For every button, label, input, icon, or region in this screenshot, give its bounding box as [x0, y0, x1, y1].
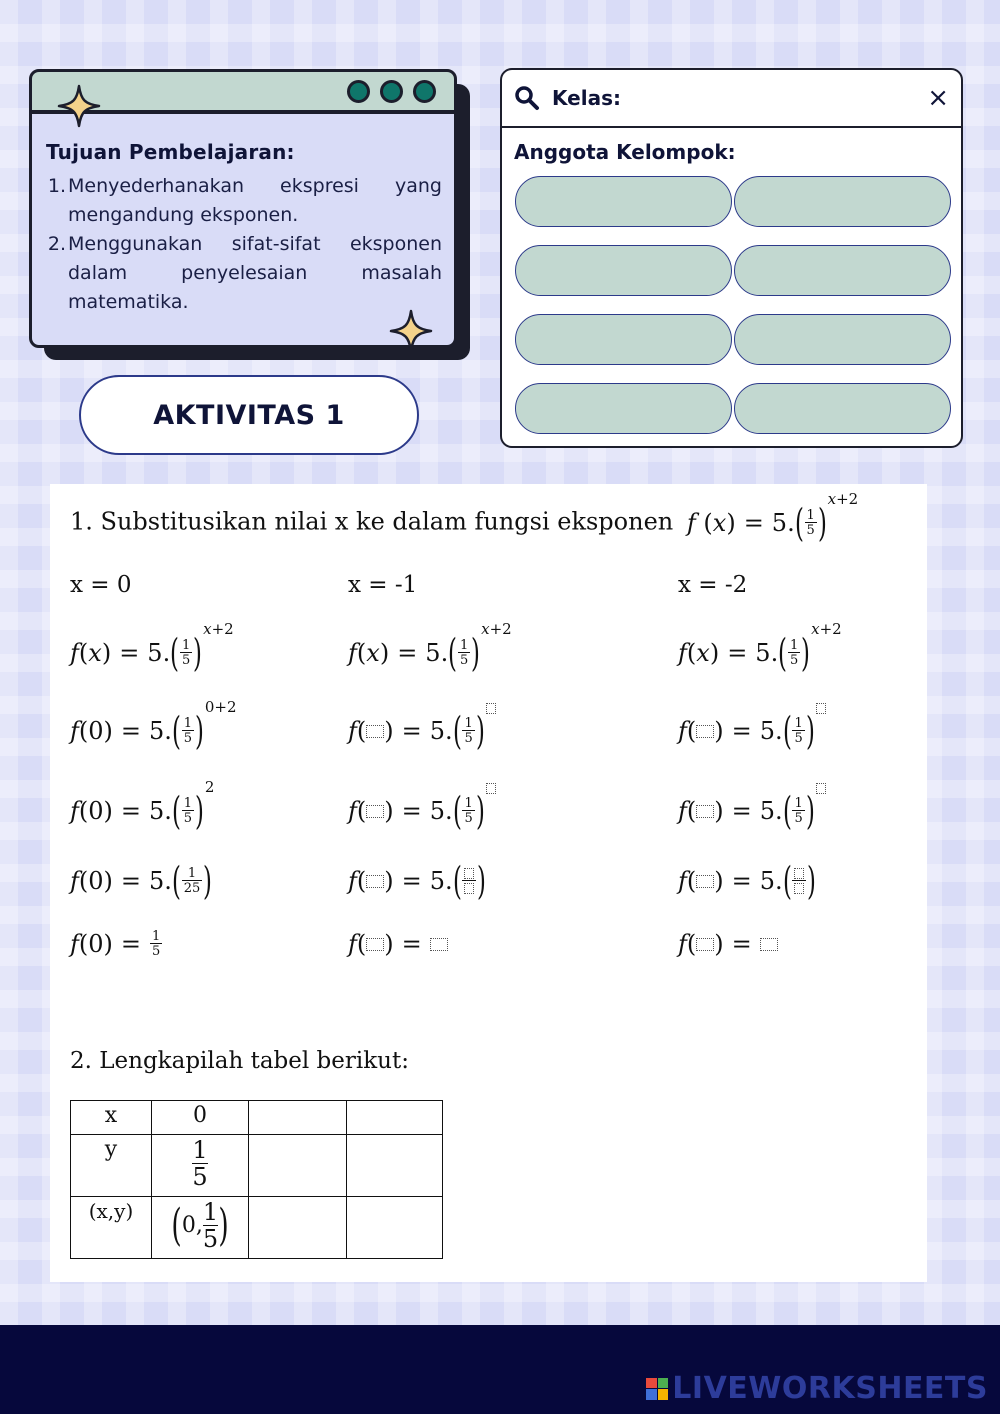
member-input[interactable] — [515, 383, 732, 434]
objective-number: 1. — [47, 175, 66, 197]
x-label-col2: x = -1 — [348, 572, 418, 598]
table-input-cell[interactable] — [249, 1135, 347, 1197]
member-input[interactable] — [515, 314, 732, 365]
answer-blank[interactable] — [696, 725, 714, 738]
member-input[interactable] — [515, 176, 732, 227]
brand-text: LIVEWORKSHEETS — [672, 1371, 988, 1406]
question-1 — [70, 490, 859, 545]
answer-blank[interactable] — [696, 938, 714, 951]
answer-blank[interactable] — [464, 883, 474, 894]
objectives-title: Tujuan Pembelajaran: — [46, 140, 295, 164]
eq-step2-col2: f ( ) = 5. ( $\frac{1}{5}$ ) — [348, 712, 496, 750]
worksheet-paper — [50, 484, 927, 1282]
answer-blank[interactable] — [366, 938, 384, 951]
table-header-cell: y — [71, 1135, 152, 1197]
table-input-cell[interactable] — [347, 1101, 443, 1135]
search-icon — [514, 85, 540, 111]
window-dot-icon — [347, 80, 370, 103]
answer-blank[interactable] — [794, 883, 804, 894]
objectives-list — [46, 172, 442, 317]
eq-step4-col3: f ( ) = 5. ( ) — [678, 859, 817, 903]
table-input-cell[interactable] — [249, 1197, 347, 1259]
eq-step2-col3: f ( ) = 5. ( $\frac{1}{5}$ ) — [678, 712, 826, 750]
eq-step3-col3: f ( ) = 5. ( $\frac{1}{5}$ ) — [678, 792, 826, 830]
answer-table — [70, 1100, 443, 1259]
eq-step2-col1: f (0) = 5. ( $\frac{1}{5}$ ) 0+2 — [70, 698, 237, 753]
question-2: 2. Lengkapilah tabel berikut: — [70, 1048, 409, 1074]
answer-blank[interactable] — [760, 938, 778, 951]
answer-blank[interactable] — [430, 938, 448, 951]
eq-fx-col3: f ( x ) = 5. ( $\frac{1}{5}$ ) x+2 — [678, 620, 842, 675]
eq-step4-col2: f ( ) = 5. ( ) — [348, 859, 487, 903]
objective-item — [46, 230, 442, 317]
table-row — [71, 1101, 443, 1135]
brand-logo[interactable] — [646, 1371, 988, 1406]
table-input-cell[interactable] — [249, 1101, 347, 1135]
answer-blank[interactable] — [696, 805, 714, 818]
anggota-label: Anggota Kelompok: — [514, 140, 736, 164]
member-input[interactable] — [734, 245, 951, 296]
member-input[interactable] — [515, 245, 732, 296]
eq-fx-col1: f ( x ) = 5. ( $\frac{1}{5}$ ) x+2 — [70, 620, 234, 675]
member-input[interactable] — [734, 383, 951, 434]
table-header-cell: (x,y) — [71, 1197, 152, 1259]
window-dot-icon — [413, 80, 436, 103]
answer-blank[interactable] — [366, 875, 384, 888]
eq-fx-col2: f ( x ) = 5. ( $\frac{1}{5}$ ) x+2 — [348, 620, 512, 675]
table-input-cell[interactable] — [347, 1135, 443, 1197]
member-input[interactable] — [734, 314, 951, 365]
table-input-cell[interactable] — [347, 1197, 443, 1259]
table-row — [71, 1197, 443, 1259]
table-point: ( 0, 1 5 ) — [171, 1198, 229, 1253]
answer-blank[interactable] — [366, 805, 384, 818]
member-input[interactable] — [734, 176, 951, 227]
aktivitas-button[interactable]: AKTIVITAS 1 — [79, 375, 419, 455]
eq-result-col2: f ( ) = — [348, 930, 448, 958]
objective-text: Menyederhanakan ekspresi yang mengandung eksponen. — [68, 175, 442, 226]
table-cell — [152, 1135, 249, 1197]
table-cell — [152, 1197, 249, 1259]
window-dots — [347, 80, 436, 103]
objective-text: Menggunakan sifat-sifat eksponen dalam penyelesaian masalah matematika. — [68, 233, 442, 313]
sparkle-star-icon — [389, 309, 433, 353]
table-fraction: $\frac{1}{5}$ — [192, 1136, 208, 1191]
eq-step3-col2: f ( ) = 5. ( $\frac{1}{5}$ ) — [348, 792, 496, 830]
answer-blank[interactable] — [816, 783, 826, 794]
eq-step3-col1: f (0) = 5. ( $\frac{1}{5}$ ) 2 — [70, 778, 215, 833]
eq-result-col3: f ( ) = — [678, 930, 778, 958]
kelas-label: Kelas: — [552, 86, 621, 110]
table-row — [71, 1135, 443, 1197]
function-definition: f ( x ) = 5. ( $\frac{1}{5}$ ) x+2 — [686, 490, 859, 545]
answer-blank[interactable] — [816, 703, 826, 714]
answer-blank[interactable] — [486, 783, 496, 794]
eq-step4-col1: f (0) = 5. ( $\frac{1}{25}$ ) — [70, 859, 213, 903]
close-icon[interactable]: × — [927, 83, 949, 113]
x-label-col1: x = 0 — [70, 572, 132, 598]
answer-blank[interactable] — [696, 875, 714, 888]
answer-blank[interactable] — [486, 703, 496, 714]
footer-bar — [0, 1325, 1000, 1414]
answer-blank[interactable] — [366, 725, 384, 738]
window-dot-icon — [380, 80, 403, 103]
group-panel — [500, 68, 963, 448]
liveworksheets-logo-icon — [646, 1378, 668, 1400]
objective-number: 2. — [47, 233, 66, 255]
answer-blank[interactable] — [464, 868, 474, 879]
answer-blank[interactable] — [794, 868, 804, 879]
x-label-col3: x = -2 — [678, 572, 748, 598]
sparkle-star-icon — [57, 84, 101, 128]
table-cell: 0 — [152, 1101, 249, 1135]
question-1-text: 1. Substitusikan nilai x ke dalam fungsi eksponen — [70, 507, 674, 536]
member-slots — [515, 176, 951, 434]
table-header-cell: x — [71, 1101, 152, 1135]
objective-item — [46, 172, 442, 230]
eq-result-col1: f (0) = $\frac{1}{5}$ — [70, 929, 161, 959]
panel-header — [502, 70, 961, 128]
